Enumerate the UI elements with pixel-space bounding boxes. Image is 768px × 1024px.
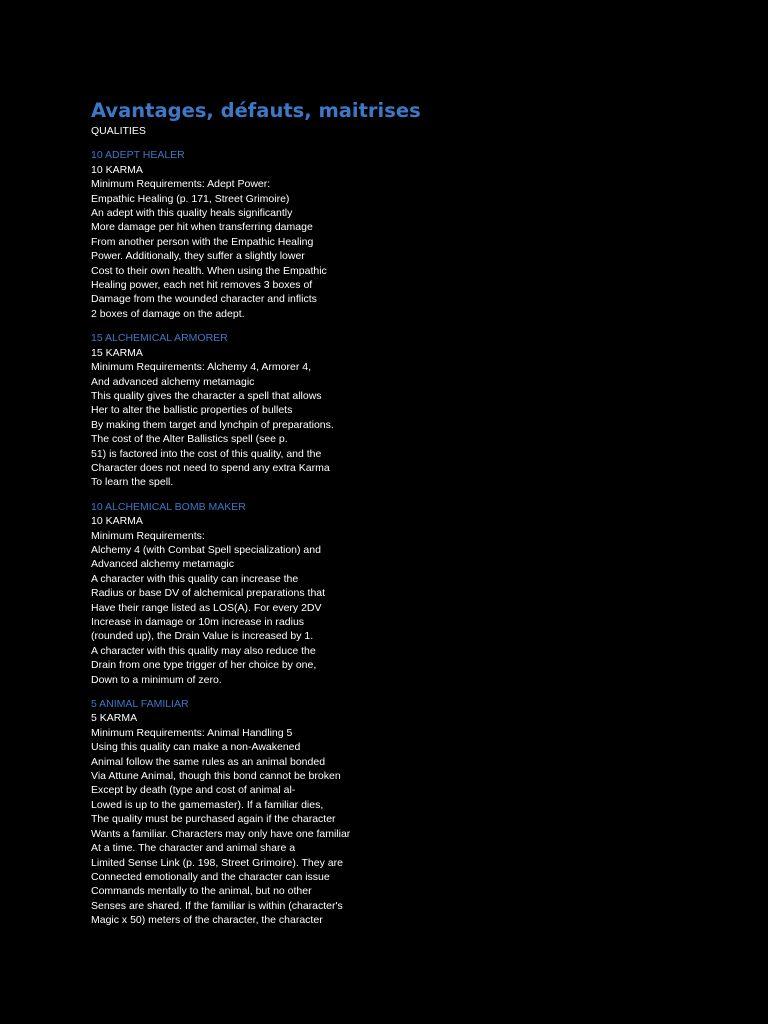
body-text-line: Alchemy 4 (with Combat Spell specialization) and — [91, 543, 321, 556]
body-text-line: This quality gives the character a spell that allows — [91, 389, 322, 402]
sections-container — [91, 148, 411, 927]
section-heading: 15 ALCHEMICAL ARMORER — [91, 332, 228, 345]
section-heading: 10 ALCHEMICAL BOMB MAKER — [91, 500, 246, 513]
quality-section — [91, 148, 411, 321]
karma-cost: 15 KARMA — [91, 346, 143, 359]
body-text-line: Except by death (type and cost of animal al- — [91, 784, 296, 797]
page-subtitle: QUALITIES — [91, 125, 146, 137]
body-text-line: Connected emotionally and the character can issue — [91, 870, 330, 883]
body-text-line: Healing power, each net hit removes 3 boxes of — [91, 279, 313, 292]
body-text-line: And advanced alchemy metamagic — [91, 375, 255, 388]
body-text-line: Advanced alchemy metamagic — [91, 558, 234, 571]
section-heading: 10 ADEPT HEALER — [91, 149, 185, 162]
body-text-line: Lowed is up to the gamemaster). If a familiar dies, — [91, 798, 324, 811]
karma-cost: 10 KARMA — [91, 515, 143, 528]
body-text-line: Drain from one type trigger of her choice by one, — [91, 659, 317, 672]
body-text-line: Senses are shared. If the familiar is within (character's — [91, 899, 343, 912]
body-text-line: Her to alter the ballistic properties of bullets — [91, 404, 293, 417]
body-text-line: Damage from the wounded character and inflicts — [91, 293, 317, 306]
karma-cost: 10 KARMA — [91, 163, 143, 176]
body-text-line: An adept with this quality heals significantly — [91, 207, 293, 220]
document-content — [91, 98, 421, 938]
body-text-line: Via Attune Animal, though this bond cannot be broken — [91, 770, 341, 783]
body-text-line: Limited Sense Link (p. 198, Street Grimoire). They are — [91, 856, 343, 869]
body-text-line: At a time. The character and animal share a — [91, 842, 296, 855]
karma-cost: 5 KARMA — [91, 712, 138, 725]
body-text-line: Magic x 50) meters of the character, the character — [91, 914, 323, 927]
body-text-line: Wants a familiar. Characters may only have one familiar — [91, 827, 351, 840]
body-text-line: Empathic Healing (p. 171, Street Grimoire) — [91, 192, 290, 205]
body-text-line: Minimum Requirements: — [91, 529, 205, 542]
body-text-line: A character with this quality may also reduce the — [91, 644, 316, 657]
body-text-line: 2 boxes of damage on the adept. — [91, 307, 245, 320]
body-text-line: Cost to their own health. When using the Empathic — [91, 264, 327, 277]
body-text-line: A character with this quality can increase the — [91, 572, 299, 585]
page-title: Avantages, défauts, maitrises — [91, 99, 421, 122]
body-text-line: Commands mentally to the animal, but no other — [91, 885, 312, 898]
body-text-line: From another person with the Empathic Healing — [91, 235, 314, 248]
body-text-line: More damage per hit when transferring damage — [91, 221, 313, 234]
body-text-line: Power. Additionally, they suffer a slightly lower — [91, 250, 305, 263]
body-text-line: Minimum Requirements: Animal Handling 5 — [91, 726, 293, 739]
body-text-line: To learn the spell. — [91, 476, 174, 489]
body-text-line: Minimum Requirements: Alchemy 4, Armorer 4, — [91, 361, 311, 374]
quality-section — [91, 331, 411, 489]
body-text-line: Have their range listed as LOS(A). For every 2DV — [91, 601, 322, 614]
body-text-line: By making them target and lynchpin of preparations. — [91, 418, 334, 431]
quality-section — [91, 697, 411, 928]
body-text-line: Increase in damage or 10m increase in radius — [91, 616, 305, 628]
body-text-line: Using this quality can make a non-Awakened — [91, 741, 301, 754]
body-text-line: 51) is factored into the cost of this quality, and the — [91, 447, 322, 460]
body-text-line: Radius or base DV of alchemical preparations that — [91, 587, 326, 600]
body-text-line: Character does not need to spend any extra Karma — [91, 461, 330, 474]
body-text-line: Animal follow the same rules as an animal bonded — [91, 755, 326, 768]
body-text-line: (rounded up), the Drain Value is increased by 1. — [91, 630, 314, 643]
body-text-line: The cost of the Alter Ballistics spell (see p. — [91, 433, 288, 446]
body-text-line: Down to a minimum of zero. — [91, 673, 222, 686]
section-heading: 5 ANIMAL FAMILIAR — [91, 698, 189, 711]
body-text-line: Minimum Requirements: Adept Power: — [91, 178, 271, 191]
body-text-line: The quality must be purchased again if the character — [91, 813, 336, 826]
quality-section — [91, 500, 411, 687]
